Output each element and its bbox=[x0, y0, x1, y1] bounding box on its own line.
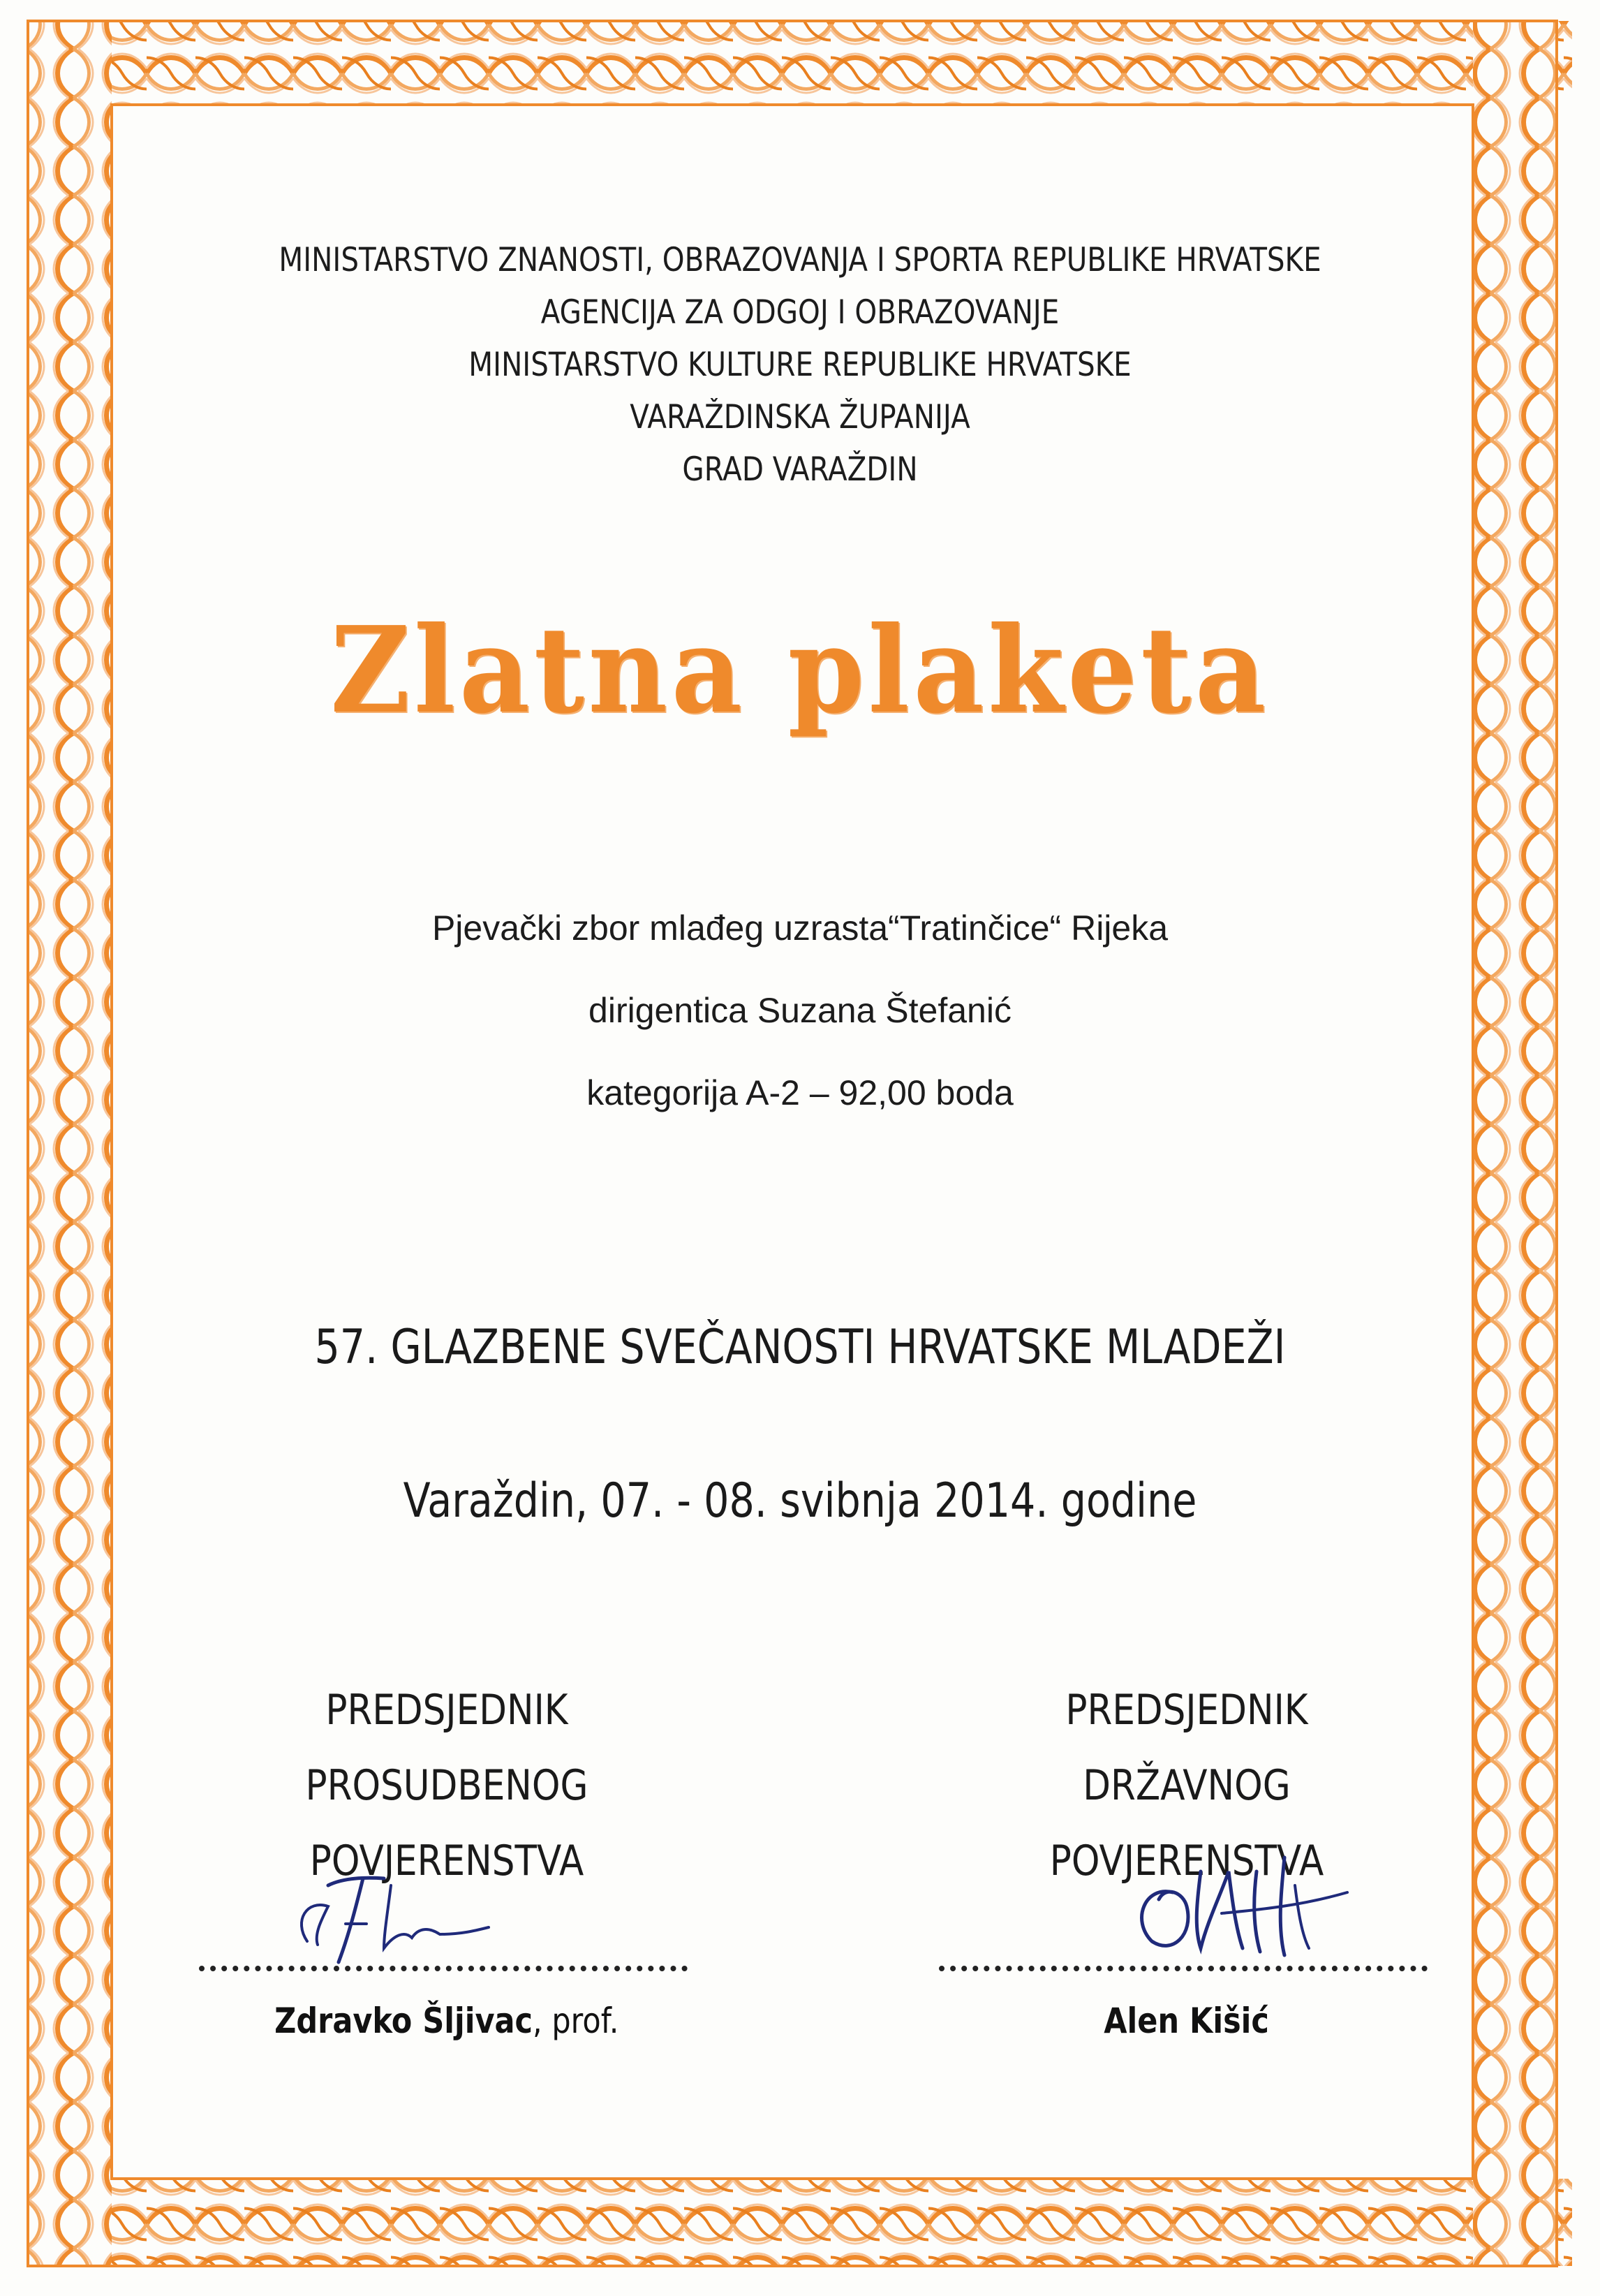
recipient-category: kategorija A-2 – 92,00 boda bbox=[586, 1073, 1014, 1112]
signatory-right-role-line: PREDSJEDNIK bbox=[1065, 1686, 1308, 1735]
header-agency: AGENCIJA ZA ODGOJ I OBRAZOVANJE bbox=[540, 293, 1060, 332]
signature-right bbox=[1117, 1844, 1382, 1983]
certificate-title: Zlatna plaketa bbox=[330, 601, 1270, 740]
signatory-right-name bbox=[901, 2001, 1473, 2041]
event-place-date: Varaždin, 07. - 08. svibnja 2014. godine bbox=[403, 1473, 1197, 1529]
signatory-right-role-line: DRŽAVNOG bbox=[1083, 1761, 1291, 1810]
signatory-left-suffix: , prof. bbox=[533, 2001, 619, 2041]
signatory-left-role-line: PROSUDBENOG bbox=[305, 1761, 588, 1810]
header-city: GRAD VARAŽDIN bbox=[682, 450, 918, 489]
signatory-right-name-text: Alen Kišić bbox=[1104, 2001, 1270, 2041]
signatory-left-name-text: Zdravko Šljivac bbox=[274, 2001, 533, 2041]
header-ministry-culture: MINISTARSTVO KULTURE REPUBLIKE HRVATSKE bbox=[468, 346, 1132, 384]
signature-line-right bbox=[939, 1966, 1428, 1971]
signatory-right-role-line: POVJERENSTVA bbox=[1049, 1837, 1324, 1885]
signature-line-left bbox=[199, 1966, 688, 1971]
recipient-conductor: dirigentica Suzana Štefanić bbox=[588, 991, 1012, 1030]
header-ministry-education: MINISTARSTVO ZNANOSTI, OBRAZOVANJA I SPORTA REPUBLIKE HRVATSKE bbox=[279, 241, 1321, 279]
event-name: 57. GLAZBENE SVEČANOSTI HRVATSKE MLADEŽI bbox=[314, 1320, 1286, 1375]
signatory-left-role-line: PREDSJEDNIK bbox=[325, 1686, 568, 1735]
recipient-choir: Pjevački zbor mlađeg uzrasta“Tratinčice“ Rijeka bbox=[431, 908, 1169, 948]
signature-left bbox=[279, 1857, 517, 1976]
signatory-left-role-line: POVJERENSTVA bbox=[309, 1837, 584, 1885]
signatory-left-name bbox=[161, 2001, 733, 2041]
header-county: VARAŽDINSKA ŽUPANIJA bbox=[630, 398, 970, 436]
